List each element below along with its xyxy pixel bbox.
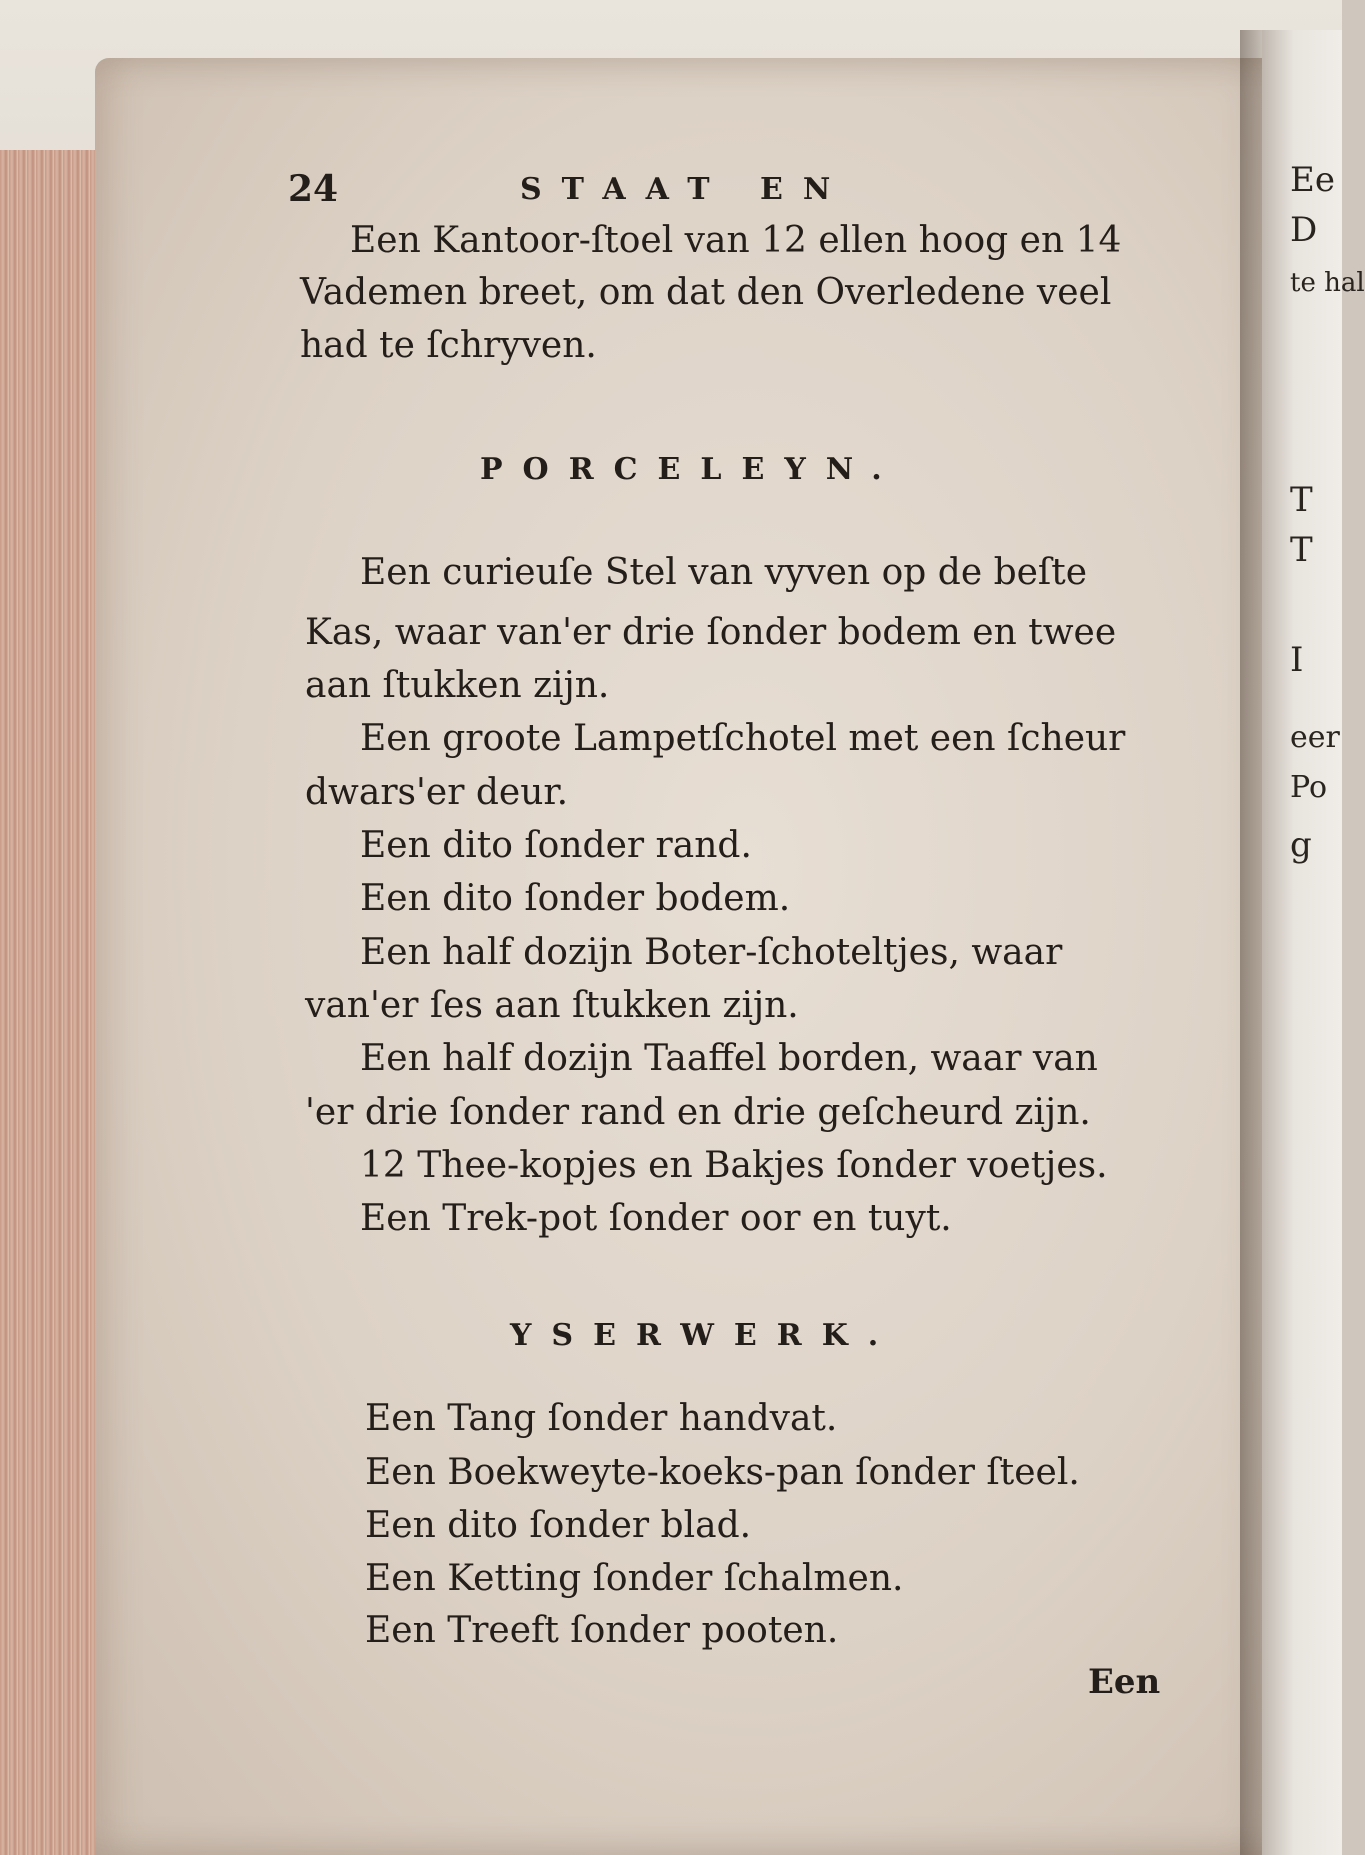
text-line: Een dito ſonder blad.	[365, 1505, 752, 1546]
page-edges	[0, 150, 110, 1855]
text-line: Een dito ſonder rand.	[360, 825, 752, 866]
facing-page-fragment: eer	[1290, 720, 1340, 755]
text-line: Vademen breet, om dat den Overledene veel	[300, 272, 1112, 313]
text-line: dwars'er deur.	[305, 772, 569, 813]
text-line: Een half dozijn Taaffel borden, waar van	[360, 1038, 1098, 1079]
facing-page-fragment: I	[1290, 640, 1304, 680]
text-line: 'er drie ſonder rand en drie geſcheurd zijn.	[305, 1092, 1091, 1133]
running-title: STAAT EN	[520, 172, 851, 207]
text-line: Een Kantoor-ſtoel van 12 ellen hoog en 14	[350, 220, 1122, 261]
text-line: Een dito ſonder bodem.	[360, 878, 791, 919]
text-line: Een Boekweyte-koeks-pan ſonder ſteel.	[365, 1452, 1080, 1493]
text-line: had te ſchryven.	[300, 325, 597, 366]
text-line: van'er ſes aan ſtukken zijn.	[305, 985, 799, 1026]
page-number: 24	[288, 168, 339, 210]
section-heading-porceleyn: PORCELEYN.	[480, 452, 902, 487]
text-line: Een curieuſe Stel van vyven op de beſte	[360, 552, 1088, 593]
facing-page	[1262, 30, 1365, 1855]
text-line: Een half dozijn Boter-ſchoteltjes, waar	[360, 932, 1063, 973]
facing-page-fragment: g	[1290, 825, 1312, 865]
facing-page-fragment: T	[1290, 480, 1313, 520]
facing-page-fragment: Po	[1290, 770, 1328, 805]
facing-page-fragment: te hal	[1290, 268, 1365, 298]
text-line: Een groote Lampetſchotel met een ſcheur	[360, 718, 1126, 759]
text-line: Een Tang ſonder handvat.	[365, 1398, 838, 1439]
text-line: Een Treeft ſonder pooten.	[365, 1610, 839, 1651]
text-line: Een Ketting ſonder ſchalmen.	[365, 1558, 904, 1599]
text-line: Een Trek-pot ſonder oor en tuyt.	[360, 1198, 952, 1239]
facing-page-fragment: Ee	[1290, 160, 1335, 200]
catchword: Een	[1088, 1662, 1161, 1702]
section-heading-yserwerk: YSERWERK.	[510, 1318, 899, 1353]
text-line: 12 Thee-kopjes en Bakjes ſonder voetjes.	[360, 1145, 1108, 1186]
facing-page-fragment: T	[1290, 530, 1313, 570]
facing-page-fragment: D	[1290, 210, 1318, 250]
text-line: aan ſtukken zijn.	[305, 665, 610, 706]
text-line: Kas, waar van'er drie ſonder bodem en twee	[305, 612, 1117, 653]
